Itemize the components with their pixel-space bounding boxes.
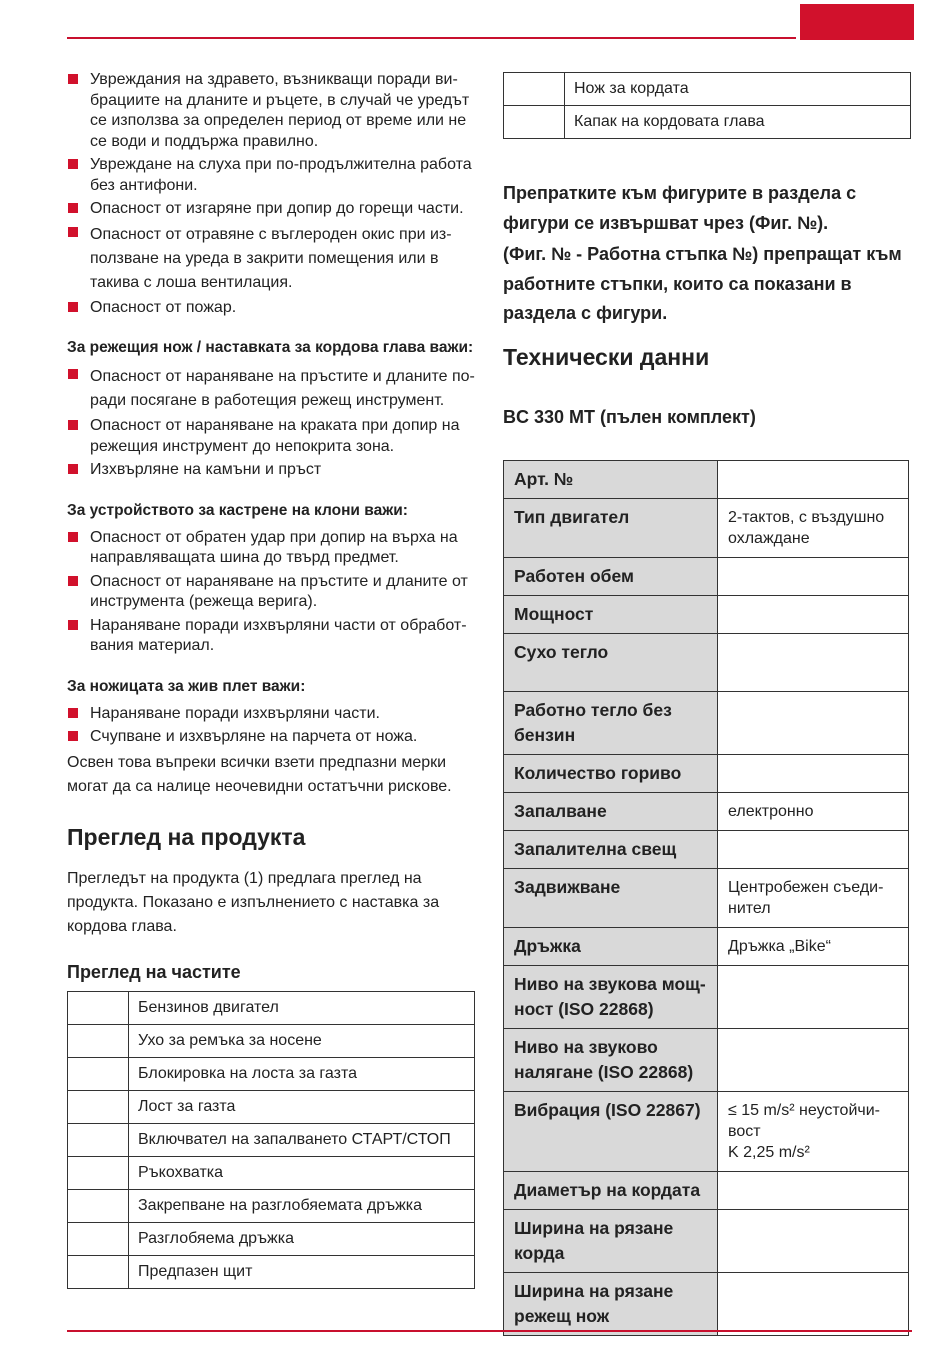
tech-value: Дръжка „Bike“ xyxy=(718,927,909,965)
model-name: BC 330 MT (пълен комплект) xyxy=(503,406,756,427)
tech-value xyxy=(718,1209,909,1272)
part-name: Предпазен щит xyxy=(129,1255,475,1288)
knife-risks-list xyxy=(67,365,475,481)
table-row xyxy=(504,1091,909,1171)
tech-value xyxy=(718,1272,909,1335)
table-row xyxy=(504,498,909,557)
table-row xyxy=(504,557,909,595)
list-item: Изхвърляне на камъни и пръст xyxy=(67,460,475,481)
part-name: Нож за кордата xyxy=(565,73,911,106)
table-row xyxy=(504,106,911,139)
footer-rule xyxy=(67,1330,912,1332)
table-row xyxy=(504,830,909,868)
list-item: Увреждания на здравето, възникващи поради вибрациите на дланите и ръцете, в случай че уредът се използва за определен период от време или не се води и поддържа правилно. xyxy=(67,70,475,152)
hedge-heading: За ножицата за жив плет важи: xyxy=(67,677,306,695)
tech-value: електронно xyxy=(718,792,909,830)
table-row xyxy=(504,691,909,754)
tech-value xyxy=(718,965,909,1028)
list-item: Опасност от нараняване на краката при допир на режещия инструмент до непокрита зона. xyxy=(67,416,475,457)
tech-value xyxy=(718,633,909,691)
table-row xyxy=(504,792,909,830)
tech-key: Задвижване xyxy=(504,868,718,927)
tech-value xyxy=(718,1028,909,1091)
table-row xyxy=(504,1171,909,1209)
refs-text-1: Препратките към фигурите в раздела с фигури се извършват чрез (Фиг. №). xyxy=(503,183,857,233)
part-name: Ухо за ремъка за носене xyxy=(129,1024,475,1057)
part-number xyxy=(68,1123,129,1156)
table-row xyxy=(68,991,475,1024)
table-row xyxy=(68,1222,475,1255)
list-item: Опасност от отравяне с въглероден окис при използване на уреда в закрити помещения или в такива с лоша вентилация. xyxy=(67,223,475,295)
part-name: Закрепване на разглобяемата дръжка xyxy=(129,1189,475,1222)
part-number xyxy=(504,73,565,106)
list-item: Опасност от пожар. xyxy=(67,298,475,319)
part-number xyxy=(68,1189,129,1222)
tech-value xyxy=(718,691,909,754)
table-row xyxy=(504,633,909,691)
part-number xyxy=(68,1090,129,1123)
table-row xyxy=(504,927,909,965)
tech-value: ≤ 15 m/s² неустойчивост K 2,25 m/s² xyxy=(718,1091,909,1171)
part-number xyxy=(504,106,565,139)
tech-value xyxy=(718,830,909,868)
tech-key: Диаметър на кордата xyxy=(504,1171,718,1209)
table-row xyxy=(504,595,909,633)
overview-title: Преглед на продукта xyxy=(67,823,306,850)
tech-value: Центробежен съединител xyxy=(718,868,909,927)
list-item: Нараняване поради изхвърляни части от обработвания материал. xyxy=(67,616,475,657)
tech-key: Запалителна свещ xyxy=(504,830,718,868)
tech-key: Количество гориво xyxy=(504,754,718,792)
general-risks-list xyxy=(67,70,475,318)
tech-value: 2-тактов, с въздушно охлаждане xyxy=(718,498,909,557)
tech-key: Арт. № xyxy=(504,460,718,498)
tech-key: Работно тегло без бензин xyxy=(504,691,718,754)
list-item: Опасност от изгаряне при допир до горещи части. xyxy=(67,199,475,220)
part-number xyxy=(68,1222,129,1255)
list-item: Нараняване поради изхвърляни части. xyxy=(67,704,475,725)
part-name: Капак на кордовата глава xyxy=(565,106,911,139)
table-row xyxy=(68,1189,475,1222)
tech-key: Ниво на звуково налягане (ISO 22868) xyxy=(504,1028,718,1091)
part-name: Бензинов двигател xyxy=(129,991,475,1024)
table-row xyxy=(68,1156,475,1189)
tech-data-table xyxy=(503,460,909,1336)
knife-heading: За режещия нож / наставката за кордова глава важи: xyxy=(67,339,474,356)
tech-key: Ширина на рязане режещ нож xyxy=(504,1272,718,1335)
list-item: Счупване и изхвърляне на парчета от ножа. xyxy=(67,727,475,748)
table-row xyxy=(68,1090,475,1123)
part-number xyxy=(68,1156,129,1189)
parts-table xyxy=(67,991,475,1289)
tech-value xyxy=(718,754,909,792)
part-number xyxy=(68,1057,129,1090)
tech-key: Ширина на рязане корда xyxy=(504,1209,718,1272)
table-row xyxy=(504,73,911,106)
tech-value xyxy=(718,595,909,633)
table-row xyxy=(504,460,909,498)
tech-key: Тип двигател xyxy=(504,498,718,557)
tech-key: Запалване xyxy=(504,792,718,830)
tech-key: Мощност xyxy=(504,595,718,633)
list-item: Увреждане на слуха при по-продължителна работа без антифони. xyxy=(67,155,475,196)
pruner-heading: За устройството за кастрене на клони важи: xyxy=(67,501,408,519)
tech-value xyxy=(718,1171,909,1209)
tech-title: Технически данни xyxy=(503,343,710,370)
list-item: Опасност от нараняване на пръстите и дланите от инструмента (режеща верига). xyxy=(67,572,475,613)
parts-table-continued xyxy=(503,72,911,139)
part-name: Ръкохватка xyxy=(129,1156,475,1189)
left-column xyxy=(67,70,475,1289)
tech-key: Вибрация (ISO 22867) xyxy=(504,1091,718,1171)
parts-title: Преглед на частите xyxy=(67,961,241,982)
part-number xyxy=(68,991,129,1024)
figure-references xyxy=(503,179,911,329)
right-column xyxy=(503,72,911,1336)
header-color-block xyxy=(800,4,914,40)
part-name: Лост за газта xyxy=(129,1090,475,1123)
tech-key: Ниво на звукова мощност (ISO 22868) xyxy=(504,965,718,1028)
part-name: Включвател на запалването СТАРТ/СТОП xyxy=(129,1123,475,1156)
hedge-risks-list xyxy=(67,704,475,748)
tech-key: Сухо тегло xyxy=(504,633,718,691)
overview-text: Прегледът на продукта (1) предлага преглед на продукта. Показано е изпълнението с наставка за кордова глава. xyxy=(67,869,440,935)
table-row xyxy=(68,1057,475,1090)
table-row xyxy=(68,1255,475,1288)
table-row xyxy=(504,1028,909,1091)
refs-text-2: (Фиг. № - Работна стъпка №) препращат към работните стъпки, които са показани в раздела с фигури. xyxy=(503,244,902,323)
pruner-risks-list xyxy=(67,528,475,657)
part-number xyxy=(68,1255,129,1288)
table-row xyxy=(68,1123,475,1156)
table-row xyxy=(504,754,909,792)
residual-risks-text: Освен това въпреки всички взети предпазни мерки могат да са налице неочевидни остатъчни рискове. xyxy=(67,753,452,795)
table-row xyxy=(504,965,909,1028)
table-row xyxy=(504,868,909,927)
tech-key: Работен обем xyxy=(504,557,718,595)
list-item: Опасност от нараняване на пръстите и дланите поради посягане в работещия режещ инструмент. xyxy=(67,365,475,413)
list-item: Опасност от обратен удар при допир на върха на направляващата шина до твърд предмет. xyxy=(67,528,475,569)
table-row xyxy=(504,1209,909,1272)
tech-value xyxy=(718,460,909,498)
table-row xyxy=(68,1024,475,1057)
table-row xyxy=(504,1272,909,1335)
tech-key: Дръжка xyxy=(504,927,718,965)
header-rule xyxy=(67,37,796,39)
part-name: Разглобяема дръжка xyxy=(129,1222,475,1255)
tech-value xyxy=(718,557,909,595)
part-number xyxy=(68,1024,129,1057)
part-name: Блокировка на лоста за газта xyxy=(129,1057,475,1090)
